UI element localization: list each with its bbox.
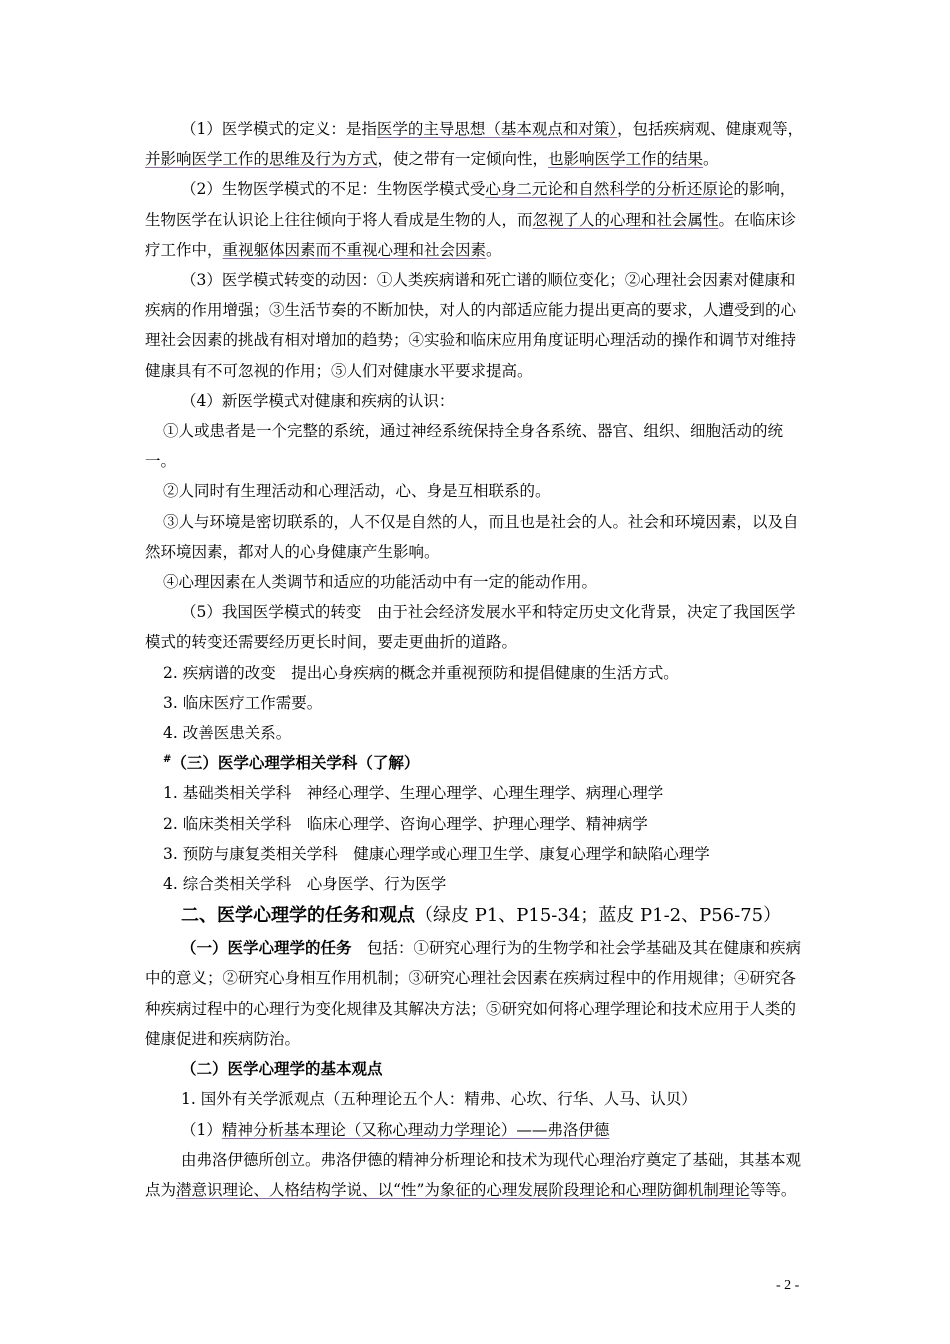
underlined-text: 也影响医学工作的结果: [548, 150, 704, 169]
underlined-text: 医学的主导思想（基本观点和对策）: [376, 120, 618, 138]
paragraph-model-definition: （1）医学模式的定义：是指医学的主导思想（基本观点和对策），包括疾病观、健康观等，并影响医学工作的思维及行为方式，使之带有一定倾向性，也影响医学工作的结果。: [145, 120, 804, 169]
paragraph-psychoanalysis-title: （1）精神分析基本理论（又称心理动力学理论）——弗洛伊德: [181, 1120, 610, 1139]
section-heading-basic-views: （二）医学心理学的基本观点: [181, 1059, 383, 1079]
page-number: - 2 -: [776, 1278, 800, 1293]
underlined-text: 心身二元论和自然科学的分析还原论: [485, 180, 734, 199]
list-item: ④心理因素在人类调节和适应的功能活动中有一定的能动作用。: [163, 573, 598, 592]
list-item: ①人或患者是一个完整的系统，通过神经系统保持全身各系统、器官、组织、细胞活动的统一。: [145, 422, 784, 471]
list-item: 2. 疾病谱的改变 提出心身疾病的概念并重视预防和提倡健康的生活方式。: [163, 663, 679, 682]
paragraph-foreign-schools: 1. 国外有关学派观点（五种理论五个人：精弗、心坎、行华、人马、认贝）: [181, 1090, 697, 1109]
list-item: 1. 基础类相关学科 神经心理学、生理心理学、心理生理学、病理心理学: [163, 784, 664, 803]
paragraph-new-model-heading: （4）新医学模式对健康和疾病的认识：: [181, 391, 455, 410]
list-item: ②人同时有生理活动和心理活动，心、身是互相联系的。: [163, 482, 551, 501]
paragraph-transition-causes: （3）医学模式转变的动因：①人类疾病谱和死亡谱的顺位变化；②心理社会因素对健康和疾病的作用增强；③生活节奏的不断加快，对人的内部适应能力提出更高的要求，人遭受到的心理社会因素的挑战有相对增加的趋势；④实验和临床应用角度证明心理活动的操作和调节对维持健康具有不可忽视的作用；⑤人们对健康水平要求提高。: [145, 271, 797, 380]
paragraph-biomedical-shortcomings: （2）生物医学模式的不足：生物医学模式受心身二元论和自然科学的分析还原论的影响，生物医学在认识论上往往倾向于将人看成是生物的人，而忽视了人的心理和社会属性。在临床诊疗工作中，重视躯体因素而不重视心理和社会因素。: [145, 180, 797, 259]
list-item: 4. 改善医患关系。: [163, 724, 292, 743]
list-item: ③人与环境是密切联系的，人不仅是自然的人，而且也是社会的人。社会和环境因素，以及自然环境因素，都对人的心身健康产生影响。: [145, 512, 799, 561]
paragraph-freud: 由弗洛伊德所创立。弗洛伊德的精神分析理论和技术为现代心理治疗奠定了基础，其基本观点为潜意识理论、人格结构学说、以“性”为象征的心理发展阶段理论和心理防御机制理论等等。: [145, 1150, 802, 1199]
paragraph-china-model: （5）我国医学模式的转变 由于社会经济发展水平和特定历史文化背景，决定了我国医学模式的转变还需要经历更长时间，要走更曲折的道路。: [145, 603, 796, 652]
underlined-text: 潜意识理论、人格结构学说、以“性”为象征的心理发展阶段理论和心理防御机制理论: [176, 1180, 750, 1199]
underlined-text: 并影响医学工作的思维及行为方式: [145, 150, 378, 169]
underlined-text: 重视躯体因素而不重视心理和社会因素: [222, 240, 487, 259]
list-item: 2. 临床类相关学科 临床心理学、咨询心理学、护理心理学、精神病学: [163, 814, 648, 833]
section-heading-related-disciplines: #（三）医学心理学相关学科（了解）: [163, 753, 420, 773]
underlined-text: 忽视了人的心理和社会属性: [532, 210, 719, 229]
document-body: [145, 114, 808, 1205]
list-item: 4. 综合类相关学科 心身医学、行为医学: [163, 875, 447, 894]
list-item: 3. 预防与康复类相关学科 健康心理学或心理卫生学、康复心理学和缺陷心理学: [163, 844, 710, 863]
hash-mark: #: [163, 754, 172, 766]
list-item: 3. 临床医疗工作需要。: [163, 693, 323, 712]
chapter-heading: 二、医学心理学的任务和观点（绿皮 P1、P15-34；蓝皮 P1-2、P56-75）: [181, 905, 782, 927]
underlined-text: 精神分析基本理论（又称心理动力学理论）——弗洛伊德: [221, 1120, 610, 1139]
paragraph-tasks: （一）医学心理学的任务 包括：①研究心理行为的生物学和社会学基础及其在健康和疾病中的意义；②研究心身相互作用机制；③研究心理社会因素在疾病过程中的作用规律；④研究各种疾病过程中的心理行为变化规律及其解决方法；⑤研究如何将心理学理论和技术应用于人类的健康促进和疾病防治。: [145, 938, 802, 1048]
